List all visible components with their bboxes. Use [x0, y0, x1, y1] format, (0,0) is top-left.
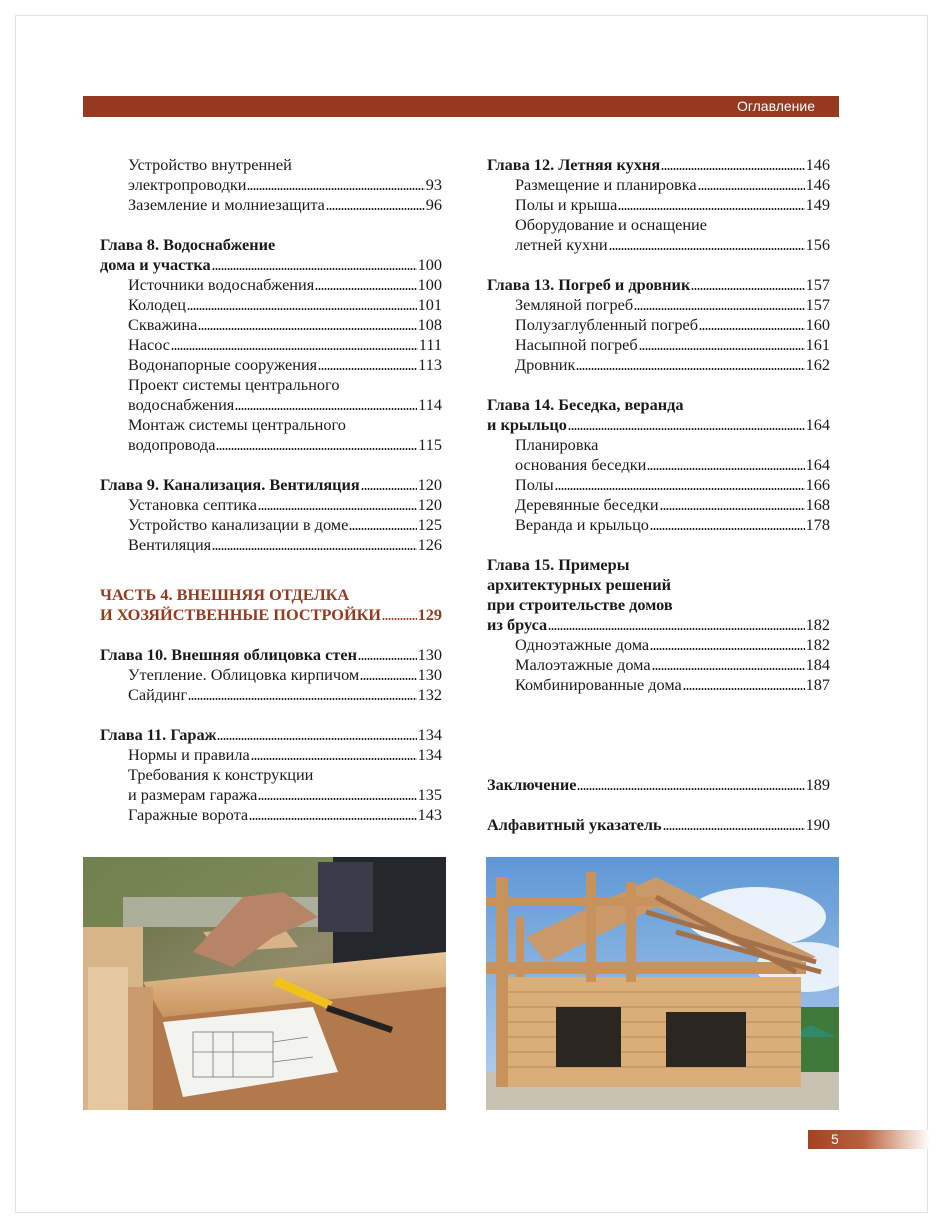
- toc-entry-title: Глава 8. Водоснабжение: [100, 235, 276, 254]
- dot-leader: [609, 248, 805, 250]
- toc-page-number: 189: [805, 775, 830, 794]
- toc-entry-title: Глава 9. Канализация. Вентиляция: [100, 475, 360, 494]
- spacer: [487, 375, 830, 395]
- toc-entry-title: Сайдинг: [128, 685, 188, 704]
- toc-entry-title: дома и участка: [100, 255, 211, 274]
- toc-section-entry: [487, 675, 830, 695]
- toc-entry-title: Веранда и крыльцо: [515, 515, 649, 534]
- toc-chapter-entry: [100, 645, 442, 665]
- toc-section-entry: [487, 655, 830, 675]
- toc-page-number: 187: [805, 675, 830, 694]
- toc-section-entry: [487, 355, 830, 375]
- toc-entry-title: Монтаж системы центрального: [128, 415, 346, 434]
- toc-page-number: 100: [417, 255, 442, 274]
- toc-entry-title: Полузаглубленный погреб: [515, 315, 699, 334]
- dot-leader: [326, 208, 425, 210]
- toc-section-entry: [100, 665, 442, 685]
- dot-leader: [249, 818, 416, 820]
- toc-entry-title: Глава 11. Гараж: [100, 725, 217, 744]
- toc-entry-title: Малоэтажные дома: [515, 655, 651, 674]
- spacer: [487, 795, 830, 815]
- toc-entry-title: и размерам гаража: [128, 785, 258, 804]
- toc-chapter-entry: [487, 415, 830, 435]
- toc-section-entry: [487, 455, 830, 475]
- toc-page-number: 120: [417, 495, 442, 514]
- dot-leader: [660, 508, 805, 510]
- toc-entry-title: и крыльцо: [487, 415, 567, 434]
- toc-page-number: 120: [417, 475, 442, 494]
- toc-page-number: 130: [417, 665, 442, 684]
- dot-leader: [216, 448, 417, 450]
- toc-entry-title: Вентиляция: [128, 535, 212, 554]
- toc-chapter-entry: [100, 255, 442, 275]
- toc-chapter-entry: [100, 475, 442, 495]
- toc-chapter-entry: [100, 235, 442, 255]
- toc-entry-title: Полы: [515, 475, 554, 494]
- toc-page-number: 160: [805, 315, 830, 334]
- toc-left-column: [100, 155, 442, 825]
- dot-leader: [647, 468, 804, 470]
- spacer: [100, 555, 442, 585]
- toc-section-entry: [487, 295, 830, 315]
- toc-entry-title: Заземление и молниезащита: [128, 195, 325, 214]
- section-header-bar: [83, 96, 839, 117]
- toc-entry-title: Размещение и планировка: [515, 175, 697, 194]
- toc-page-number: 166: [805, 475, 830, 494]
- dot-leader: [618, 208, 804, 210]
- dot-leader: [698, 188, 805, 190]
- toc-page-number: 157: [805, 275, 830, 294]
- toc-page-number: 108: [417, 315, 442, 334]
- spacer: [487, 735, 830, 755]
- toc-page-number: 113: [418, 355, 442, 374]
- dot-leader: [691, 288, 804, 290]
- dot-leader: [315, 288, 416, 290]
- toc-section-entry: [487, 195, 830, 215]
- toc-page-number: 96: [425, 195, 442, 214]
- toc-section-entry: [100, 495, 442, 515]
- toc-entry-title: Дровник: [515, 355, 576, 374]
- toc-chapter-entry: [487, 775, 830, 795]
- toc-section-entry: [100, 295, 442, 315]
- toc-chapter-entry: [100, 725, 442, 745]
- dot-leader: [235, 408, 417, 410]
- dot-leader: [577, 788, 804, 790]
- toc-chapter-entry: [487, 815, 830, 835]
- toc-chapter-entry: [487, 615, 830, 635]
- toc-entry-title: Требования к конструкции: [128, 765, 314, 784]
- dot-leader: [360, 678, 416, 680]
- dot-leader: [576, 368, 804, 370]
- toc-section-entry: [100, 155, 442, 175]
- dot-leader: [258, 508, 417, 510]
- toc-entry-title: Заключение: [487, 775, 577, 794]
- toc-section-entry: [100, 275, 442, 295]
- toc-entry-title: ЧАСТЬ 4. ВНЕШНЯЯ ОТДЕЛКА: [100, 585, 350, 604]
- spacer: [100, 455, 442, 475]
- page-number: 5: [831, 1131, 839, 1147]
- toc-entry-title: Насос: [128, 335, 170, 354]
- toc-page-number: 190: [805, 815, 830, 834]
- toc-page-number: 134: [417, 725, 442, 744]
- toc-entry-title: Насыпной погреб: [515, 335, 638, 354]
- toc-entry-title: при строительстве домов: [487, 595, 673, 614]
- spacer: [100, 215, 442, 235]
- toc-section-entry: [100, 745, 442, 765]
- photo-timber-house: [486, 857, 839, 1110]
- toc-page-number: 162: [805, 355, 830, 374]
- toc-entry-title: из бруса: [487, 615, 548, 634]
- toc-entry-title: Утепление. Облицовка кирпичом: [128, 665, 360, 684]
- photo-carpentry-drawings: [83, 857, 446, 1110]
- dot-leader: [382, 618, 416, 620]
- toc-page-number: 101: [417, 295, 442, 314]
- toc-entry-title: Одноэтажные дома: [515, 635, 650, 654]
- toc-page-number: 132: [417, 685, 442, 704]
- toc-entry-title: Глава 12. Летняя кухня: [487, 155, 661, 174]
- dot-leader: [650, 648, 804, 650]
- toc-entry-title: Деревянные беседки: [515, 495, 659, 514]
- toc-chapter-entry: [487, 275, 830, 295]
- section-header-title: Оглавление: [736, 98, 815, 114]
- dot-leader: [699, 328, 805, 330]
- toc-section-entry: [100, 435, 442, 455]
- toc-part-entry: [100, 605, 442, 625]
- toc-section-entry: [100, 785, 442, 805]
- toc-section-entry: [100, 515, 442, 535]
- dot-leader: [568, 428, 805, 430]
- toc-page-number: 146: [805, 155, 830, 174]
- toc-entry-title: Водонапорные сооружения: [128, 355, 318, 374]
- dot-leader: [555, 488, 805, 490]
- toc-section-entry: [487, 515, 830, 535]
- toc-section-entry: [487, 335, 830, 355]
- dot-leader: [187, 308, 417, 310]
- dot-leader: [258, 798, 416, 800]
- toc-page-number: 115: [418, 435, 442, 454]
- toc-section-entry: [100, 415, 442, 435]
- dot-leader: [652, 668, 805, 670]
- toc-section-entry: [100, 315, 442, 335]
- spacer: [487, 715, 830, 735]
- dot-leader: [349, 528, 416, 530]
- dot-leader: [188, 698, 416, 700]
- toc-section-entry: [100, 685, 442, 705]
- toc-page-number: 143: [417, 805, 442, 824]
- toc-section-entry: [487, 315, 830, 335]
- toc-part-entry: [100, 585, 442, 605]
- toc-page-number: 129: [417, 605, 442, 624]
- spacer: [100, 705, 442, 725]
- toc-chapter-entry: [487, 575, 830, 595]
- dot-leader: [247, 188, 424, 190]
- toc-entry-title: Планировка: [515, 435, 599, 454]
- toc-entry-title: Гаражные ворота: [128, 805, 249, 824]
- spacer: [487, 755, 830, 775]
- toc-entry-title: Установка септика: [128, 495, 257, 514]
- toc-chapter-entry: [487, 155, 830, 175]
- toc-page-number: 161: [805, 335, 830, 354]
- toc-entry-title: Источники водоснабжения: [128, 275, 315, 294]
- dot-leader: [318, 368, 417, 370]
- spacer: [487, 255, 830, 275]
- dot-leader: [171, 348, 418, 350]
- toc-entry-title: Скважина: [128, 315, 198, 334]
- toc-page-number: 125: [417, 515, 442, 534]
- toc-entry-title: электропроводки: [128, 175, 247, 194]
- toc-entry-title: Глава 10. Внешняя облицовка стен: [100, 645, 357, 664]
- toc-page-number: 182: [805, 615, 830, 634]
- dot-leader: [212, 548, 416, 550]
- toc-section-entry: [100, 335, 442, 355]
- toc-section-entry: [487, 475, 830, 495]
- toc-entry-title: водопровода: [128, 435, 216, 454]
- toc-entry-title: Проект системы центрального: [128, 375, 340, 394]
- toc-page-number: 126: [417, 535, 442, 554]
- toc-page-number: 135: [417, 785, 442, 804]
- toc-page-number: 182: [805, 635, 830, 654]
- dot-leader: [639, 348, 805, 350]
- dot-leader: [212, 268, 417, 270]
- toc-section-entry: [487, 495, 830, 515]
- toc-section-entry: [100, 375, 442, 395]
- toc-page-number: 146: [805, 175, 830, 194]
- toc-page-number: 178: [805, 515, 830, 534]
- toc-entry-title: Устройство канализации в доме: [128, 515, 349, 534]
- toc-page-number: 156: [805, 235, 830, 254]
- toc-section-entry: [100, 355, 442, 375]
- toc-section-entry: [100, 395, 442, 415]
- dot-leader: [650, 528, 805, 530]
- dot-leader: [251, 758, 417, 760]
- dot-leader: [358, 658, 417, 660]
- toc-page-number: 93: [425, 175, 442, 194]
- toc-page-number: 111: [418, 335, 442, 354]
- toc-page-number: 184: [805, 655, 830, 674]
- toc-section-entry: [100, 195, 442, 215]
- toc-entry-title: летней кухни: [515, 235, 608, 254]
- toc-entry-title: И ХОЗЯЙСТВЕННЫЕ ПОСТРОЙКИ: [100, 605, 382, 624]
- toc-page-number: 100: [417, 275, 442, 294]
- dot-leader: [198, 328, 416, 330]
- spacer: [100, 625, 442, 645]
- dot-leader: [217, 738, 416, 740]
- toc-section-entry: [487, 175, 830, 195]
- toc-right-column: [487, 155, 830, 835]
- toc-chapter-entry: [487, 595, 830, 615]
- spacer: [487, 535, 830, 555]
- toc-section-entry: [100, 805, 442, 825]
- dot-leader: [683, 688, 805, 690]
- toc-section-entry: [100, 175, 442, 195]
- toc-entry-title: Нормы и правила: [128, 745, 250, 764]
- toc-section-entry: [100, 765, 442, 785]
- dot-leader: [661, 168, 804, 170]
- toc-page-number: 164: [805, 455, 830, 474]
- dot-leader: [663, 828, 805, 830]
- toc-entry-title: Оборудование и оснащение: [515, 215, 707, 234]
- toc-entry-title: Комбинированные дома: [515, 675, 682, 694]
- toc-section-entry: [487, 635, 830, 655]
- toc-entry-title: Колодец: [128, 295, 186, 314]
- toc-chapter-entry: [487, 555, 830, 575]
- dot-leader: [548, 628, 804, 630]
- page-number-bar: [808, 1130, 930, 1149]
- toc-page-number: 164: [805, 415, 830, 434]
- toc-chapter-entry: [487, 395, 830, 415]
- toc-entry-title: Полы и крыша: [515, 195, 618, 214]
- toc-entry-title: Глава 13. Погреб и дровник: [487, 275, 691, 294]
- toc-entry-title: водоснабжения: [128, 395, 235, 414]
- toc-entry-title: Глава 14. Беседка, веранда: [487, 395, 684, 414]
- toc-page-number: 168: [805, 495, 830, 514]
- dot-leader: [634, 308, 804, 310]
- toc-section-entry: [487, 235, 830, 255]
- toc-section-entry: [487, 215, 830, 235]
- toc-page-number: 157: [805, 295, 830, 314]
- spacer: [487, 695, 830, 715]
- toc-entry-title: Земляной погреб: [515, 295, 634, 314]
- toc-page-number: 130: [417, 645, 442, 664]
- toc-section-entry: [100, 535, 442, 555]
- toc-entry-title: Глава 15. Примеры: [487, 555, 630, 574]
- toc-page-number: 134: [417, 745, 442, 764]
- toc-entry-title: Устройство внутренней: [128, 155, 292, 174]
- dot-leader: [361, 488, 417, 490]
- toc-page-number: 114: [418, 395, 442, 414]
- toc-page-number: 149: [805, 195, 830, 214]
- toc-entry-title: основания беседки: [515, 455, 647, 474]
- toc-entry-title: Алфавитный указатель: [487, 815, 662, 834]
- toc-entry-title: архитектурных решений: [487, 575, 671, 594]
- toc-section-entry: [487, 435, 830, 455]
